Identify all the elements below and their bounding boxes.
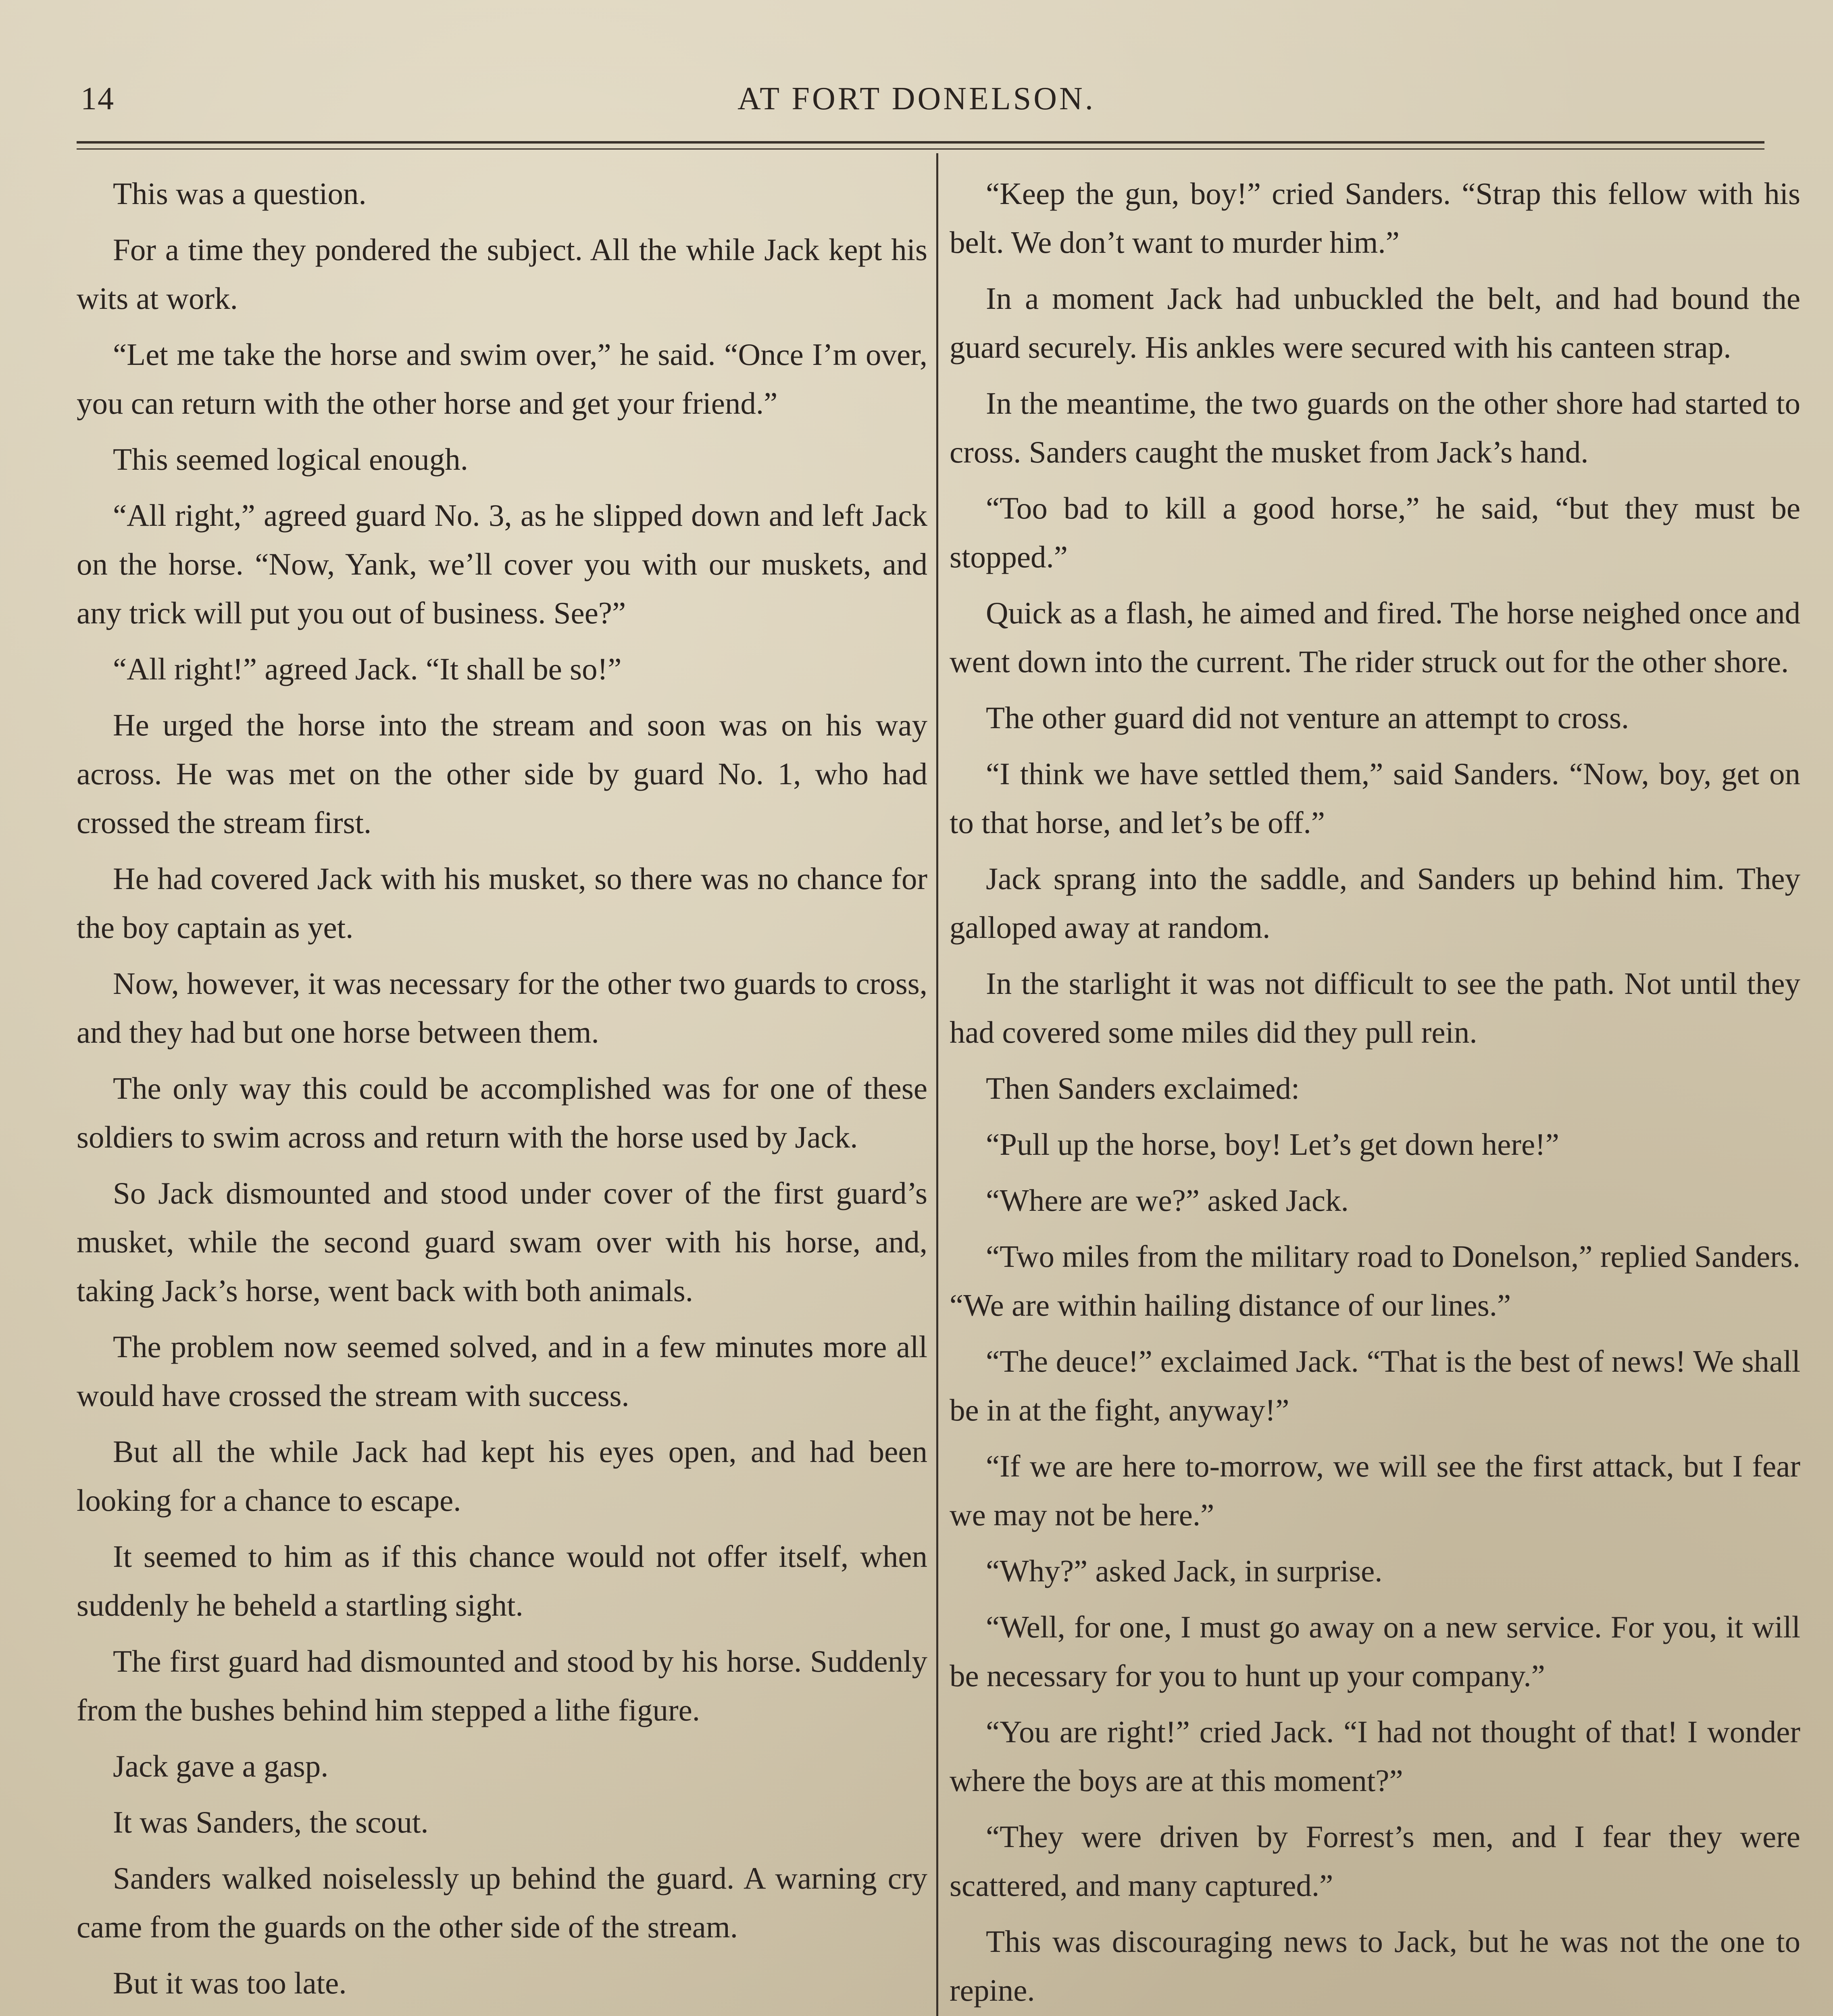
paragraph: He had covered Jack with his musket, so there was no chance for the boy captain as yet. [77, 861, 927, 945]
paragraph: He urged the horse into the stream and soon was on his way across. He was met on the other side by guard No. 1, who had crossed the stream first. [77, 708, 927, 840]
paragraph: “I think we have settled them,” said Sanders. “Now, boy, get on to that horse, and let’s be off.” [950, 756, 1800, 840]
paragraph: In the meantime, the two guards on the other shore had started to cross. Sanders caught the musket from Jack’s hand. [950, 386, 1800, 469]
paragraph: “Two miles from the military road to Donelson,” replied Sanders. “We are within hailing distance of our lines.” [950, 1239, 1800, 1322]
paragraph: “If we are here to-morrow, we will see the first attack, but I fear we may not be here.” [950, 1449, 1800, 1532]
right-column [950, 169, 1800, 2016]
paragraph: “Keep the gun, boy!” cried Sanders. “Strap this fellow with his belt. We don’t want to murder him.” [950, 176, 1800, 260]
paragraph: It was Sanders, the scout. [113, 1805, 429, 1839]
column-divider [936, 153, 938, 2016]
paragraph: “Pull up the horse, boy! Let’s get down here!” [986, 1127, 1559, 1162]
paragraph: “Why?” asked Jack, in surprise. [986, 1554, 1383, 1588]
paragraph: So Jack dismounted and stood under cover of the first guard’s musket, while the second guard swam over with his horse, and, taking Jack’s horse, went back with both animals. [77, 1176, 927, 1308]
paragraph: But all the while Jack had kept his eyes open, and had been looking for a chance to escape. [77, 1434, 927, 1518]
paragraph: This was discouraging news to Jack, but he was not the one to repine. [950, 1924, 1800, 2008]
paragraph: “They were driven by Forrest’s men, and I fear they were scattered, and many captured.” [950, 1819, 1800, 1903]
paragraph: In the starlight it was not difficult to see the path. Not until they had covered some miles did they pull rein. [950, 966, 1800, 1050]
paragraph: “You are right!” cried Jack. “I had not thought of that! I wonder where the boys are at this moment?” [950, 1714, 1800, 1798]
header-rule-thin [77, 148, 1764, 150]
paragraph: Now, however, it was necessary for the other two guards to cross, and they had but one horse between them. [77, 966, 927, 1050]
running-head: AT FORT DONELSON. [737, 81, 1096, 117]
paragraph: The other guard did not venture an attempt to cross. [986, 700, 1629, 735]
paragraph: But it was too late. [113, 1966, 347, 2000]
paragraph: “The deuce!” exclaimed Jack. “That is the best of news! We shall be in at the fight, anyway!” [950, 1344, 1800, 1427]
paragraph: Then Sanders exclaimed: [986, 1071, 1300, 1106]
paragraph: Quick as a flash, he aimed and fired. The horse neighed once and went down into the current. The rider struck out for the other shore. [950, 596, 1800, 679]
paragraph: “All right,” agreed guard No. 3, as he slipped down and left Jack on the horse. “Now, Yank, we’ll cover you with our muskets, and any trick will put you out of business. See?” [77, 498, 927, 630]
paragraph: This was a question. [113, 176, 367, 211]
header-rule [77, 141, 1764, 144]
paragraph: This seemed logical enough. [113, 442, 468, 477]
paragraph: The only way this could be accomplished was for one of these soldiers to swim across and return with the horse used by Jack. [77, 1071, 927, 1154]
paragraph: For a time they pondered the subject. All the while Jack kept his wits at work. [77, 232, 927, 316]
paragraph: Jack sprang into the saddle, and Sanders up behind him. They galloped away at random. [950, 861, 1800, 945]
paragraph: Sanders walked noiselessly up behind the guard. A warning cry came from the guards on the other side of the stream. [77, 1861, 927, 1944]
page-number: 14 [81, 81, 115, 117]
paragraph: “Too bad to kill a good horse,” he said, “but they must be stopped.” [950, 491, 1800, 574]
paragraph: The problem now seemed solved, and in a few minutes more all would have crossed the stream with success. [77, 1329, 927, 1413]
paragraph: “Well, for one, I must go away on a new service. For you, it will be necessary for you to hunt up your company.” [950, 1610, 1800, 1693]
paragraph: “Where are we?” asked Jack. [986, 1183, 1349, 1218]
paragraph: Jack gave a gasp. [113, 1749, 329, 1783]
page-header [77, 77, 1756, 121]
paragraph: The first guard had dismounted and stood by his horse. Suddenly from the bushes behind him stepped a lithe figure. [77, 1644, 927, 1727]
paragraph: It seemed to him as if this chance would not offer itself, when suddenly he beheld a startling sight. [77, 1539, 927, 1622]
paragraph: In a moment Jack had unbuckled the belt, and had bound the guard securely. His ankles were secured with his canteen strap. [950, 281, 1800, 364]
paragraph: “Let me take the horse and swim over,” he said. “Once I’m over, you can return with the other horse and get your friend.” [77, 337, 927, 421]
left-column [77, 169, 927, 2016]
paragraph: “All right!” agreed Jack. “It shall be so!” [113, 652, 622, 686]
